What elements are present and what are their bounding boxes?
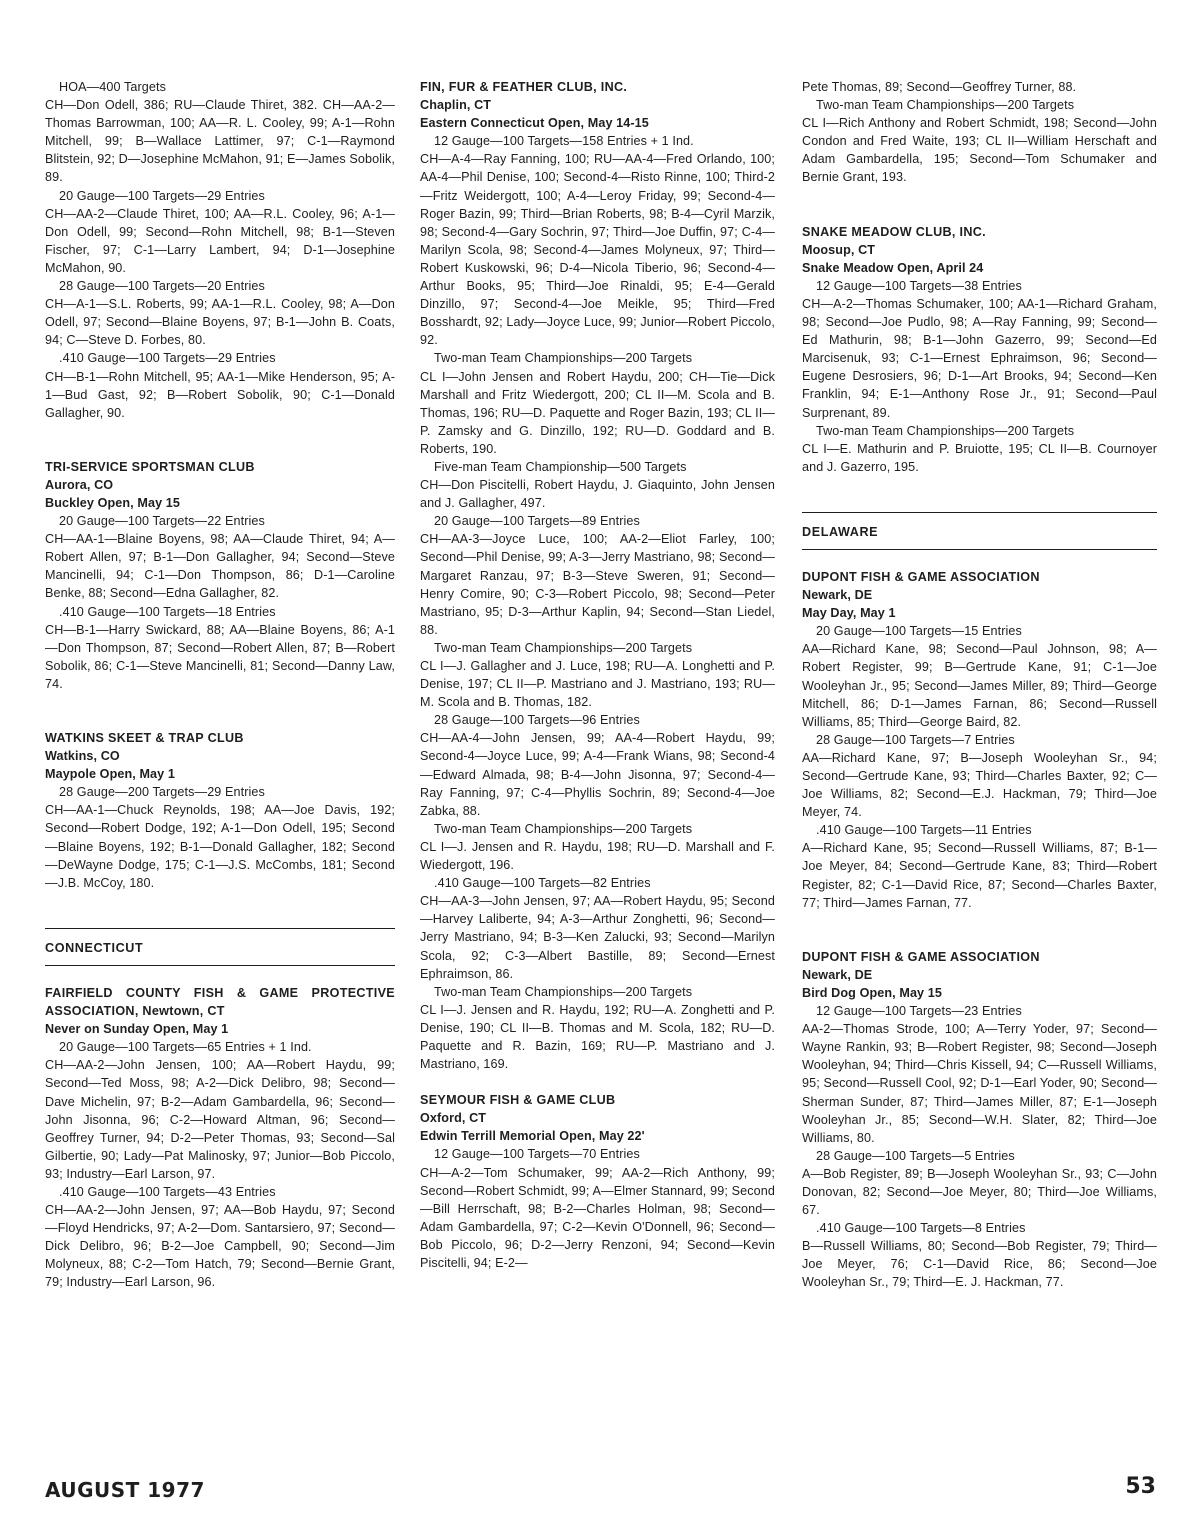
event-title: Eastern Connecticut Open, May 14-15 (420, 116, 649, 131)
event-title: Snake Meadow Open, April 24 (802, 260, 984, 275)
column-1 (45, 78, 395, 1292)
gauge-410-heading: .410 Gauge—100 Targets—11 Entries (816, 823, 1032, 838)
gauge-20-heading: 20 Gauge—100 Targets—89 Entries (434, 514, 640, 529)
club-location: Aurora, CO (45, 477, 114, 492)
gauge-20-heading: 20 Gauge—100 Targets—22 Entries (59, 514, 265, 529)
team-results: CL I—Rich Anthony and Robert Schmidt, 198; Second—John Condon and Fred Waite, 193; CL II—William Herschaft and Adam Gambardella, 195; Second—Tom Schumaker and Bernie Grant, 193. (802, 116, 1157, 185)
team-results: CL I—John Jensen and Robert Haydu, 200; CH—Tie—Dick Marshall and Fritz Wiedergott, 200; CL II—M. Scola and B. Thomas, 196; RU—D. Paquette and Roger Bazin, 193; CL II—P. Zamsky and G. Dinzillo, 192; RU—D. Goddard and B. Roberts, 190. (420, 369, 775, 456)
gauge-410-results: A—Richard Kane, 95; Second—Russell Williams, 87; B-1—Joe Meyer, 84; Second—Gertrude Kane, 83; Third—Robert Register, 82; C-1—David Rice, 87; Second—Charles Baxter, 77; Third—James Farnan, 77. (802, 841, 1157, 910)
event-title: Never on Sunday Open, May 1 (45, 1022, 229, 1037)
club-name: SNAKE MEADOW CLUB, INC. (802, 224, 986, 239)
event-title: Edwin Terrill Memorial Open, May 22' (420, 1129, 645, 1144)
gauge-410-results: B—Russell Williams, 80; Second—Bob Register, 79; Third—Joe Meyer, 76; C-1—David Rice, 86; Second—Joe Wooleyhan Sr., 79; Third—E. J. Hackman, 77. (802, 1239, 1157, 1290)
team-heading: Two-man Team Championships—200 Targets (434, 351, 693, 366)
gauge-12-results: CH—A-2—Tom Schumaker, 99; AA-2—Rich Anthony, 99; Second—Robert Schmidt, 99; A—Elmer Stannard, 99; Second—Bill Herrschaft, 98; B-2—Charles Holman, 98; Second—Adam Gambardella, 97; C-2—Kevin O'Donnell, 96; Second—Bob Piccolo, 96; D-2—Jerry Renzoni, 94; Second—Kevin Piscitelli, 94; E-2— (420, 1165, 775, 1270)
gauge-20-results: CH—AA-2—John Jensen, 100; AA—Robert Haydu, 99; Second—Ted Moss, 98; A-2—Dick Delibro, 98; Second—Dave Michelin, 97; B-2—Adam Gambardella, 96; Second—John Jisonna, 96; C-2—Howard Altman, 96; Second—Geoffrey Turner, 94; D-2—Peter Thomas, 93; Second—Sal Gilbertie, 90; Lady—Pat Malinosky, 97; Junior—Bob Piccolo, 93; Industry—Earl Larson, 97. (45, 1058, 395, 1181)
gauge-20-heading: 20 Gauge—100 Targets—15 Entries (816, 624, 1022, 639)
gauge-410-results: CH—AA-3—John Jensen, 97; AA—Robert Haydu, 95; Second—Harvey Laliberte, 94; A-3—Arthur Zonghetti, 96; Second—Jerry Mastriano, 94; B-3—Ken Zalucki, 93; Second—Marilyn Scola, 92; C-3—Albert Bastille, 89; Second—Ernest Ephraimson, 86. (420, 894, 775, 981)
event-title: Maypole Open, May 1 (45, 767, 175, 782)
team-results: CL I—E. Mathurin and P. Bruiotte, 195; CL II—B. Cournoyer and J. Gazerro, 195. (802, 441, 1157, 474)
team-heading: Two-man Team Championships—200 Targets (816, 423, 1075, 438)
gauge-12-results: AA-2—Thomas Strode, 100; A—Terry Yoder, 97; Second—Wayne Rankin, 93; B—Robert Register, 98; Second—Joseph Wooleyhan, 94; Third—Chris Kissell, 94; C—Russell Williams, 95; Second—Russell Cool, 92; D-1—Earl Yoder, 90; Second—Sherman Sunder, 87; Third—James Miller, 87; E-1—Joseph Wooleyhan Jr., 85; Second—W.H. Slater, 82; Third—Joe Williams, 80. (802, 1022, 1157, 1145)
gauge-12-heading: 12 Gauge—100 Targets—23 Entries (816, 1004, 1022, 1019)
club-location: Oxford, CT (420, 1111, 487, 1126)
gauge-20-results: AA—Richard Kane, 98; Second—Paul Johnson, 98; A—Robert Register, 99; B—Gertrude Kane, 91; C-1—Joe Wooleyhan Jr., 95; Second—James Miller, 89; Third—George Mitchell, 86; D-1—James Farnan, 86; Second—Russell Williams, 85; Third—George Baird, 82. (802, 642, 1157, 729)
gauge-12-results: CH—A-4—Ray Fanning, 100; RU—AA-4—Fred Orlando, 100; AA-4—Phil Denise, 100; Second-4—Risto Rinne, 100; Third-2—Fritz Weidergott, 100; A-4—Leroy Friday, 99; Second-4—Roger Bazin, 99; Third—Brian Roberts, 98; B-4—Cyril Marzik, 98; Second-4—Gary Sochrin, 97; Third—Joe Duffin, 97; C-4—Marilyn Scola, 98; Second-4—James Molyneux, 97; Third—Robert Kuskowski, 96; D-4—Nicola Tiberio, 96; Second-4—Arthur Books, 95; Third—Joe Rinaldi, 95; E-4—Gerald Dinzillo, 97; Second-4—Joe Meikle, 95; Third—Fred Bosshardt, 92; Lady—Joyce Luce, 99; Junior—Robert Piccolo, 92. (420, 152, 775, 348)
hoa-results: CH—Don Odell, 386; RU—Claude Thiret, 382. CH—AA-2—Thomas Barrowman, 100; AA—R. L. Cooley, 99; A-1—Rohn Mitchell, 99; B—Wallace Lattimer, 97; C-1—Raymond Blitstein, 92; D—Josephine McMahon, 91; E—James Sobolik, 89. (45, 98, 395, 185)
team-heading: Two-man Team Championships—200 Targets (434, 984, 693, 999)
club-location: Moosup, CT (802, 242, 876, 257)
club-name: WATKINS SKEET & TRAP CLUB (45, 731, 244, 745)
gauge-410-heading: .410 Gauge—100 Targets—8 Entries (816, 1221, 1026, 1236)
gauge-28-results: AA—Richard Kane, 97; B—Joseph Wooleyhan Sr., 94; Second—Gertrude Kane, 93; Third—Charles Baxter, 92; C—Joe Williams, 82; Second—E.J. Hackman, 79; Third—Joe Meyer, 74. (802, 750, 1157, 820)
gauge-410-heading: .410 Gauge—100 Targets—18 Entries (59, 604, 276, 619)
page-number: 53 (1125, 1474, 1156, 1499)
club-name: TRI-SERVICE SPORTSMAN CLUB (45, 459, 255, 474)
club-location: Newark, DE (802, 967, 873, 982)
gauge-12-heading: 12 Gauge—100 Targets—158 Entries + 1 Ind. (434, 134, 694, 149)
gauge-410-results: CH—B-1—Harry Swickard, 88; AA—Blaine Boyens, 86; A-1—Don Thompson, 87; Second—Robert Allen, 87; B—Robert Sobolik, 86; C-1—Steve Mancinelli, 81; Second—Danny Law, 74. (45, 622, 395, 691)
gauge-20-heading: 20 Gauge—100 Targets—29 Entries (59, 188, 265, 203)
event-title: May Day, May 1 (802, 606, 896, 621)
team-results: CL I—J. Jensen and R. Haydu, 192; RU—A. Zonghetti and P. Denise, 190; CL II—B. Thomas and M. Scola, 182; RU—D. Paquette and R. Bazin, 169; RU—P. Mastriano and J. Mastriano, 169. (420, 1002, 775, 1072)
gauge-28-results: CH—AA-1—Chuck Reynolds, 198; AA—Joe Davis, 192; Second—Robert Dodge, 192; A-1—Don Odell, 195; Second—Blaine Boyens, 192; B-1—Donald Gallagher, 182; Second—DeWayne Dodge, 175; C-1—J.S. McCombs, 181; Second—J.B. McCoy, 180. (45, 803, 395, 890)
gauge-28-results: A—Bob Register, 89; B—Joseph Wooleyhan Sr., 93; C—John Donovan, 82; Second—Joe Meyer, 80; Third—Joe Williams, 67. (802, 1166, 1157, 1218)
club-name: DUPONT FISH & GAME ASSOCIATION (802, 949, 1040, 964)
gauge-28-results: CH—A-1—S.L. Roberts, 99; AA-1—R.L. Cooley, 98; A—Don Odell, 97; Second—Blaine Boyens, 97; B-1—John B. Coats, 94; C—Steve D. Forbes, 80. (45, 297, 395, 348)
gauge-28-heading: 28 Gauge—100 Targets—96 Entries (434, 713, 640, 728)
club-name: FIN, FUR & FEATHER CLUB, INC. (420, 80, 628, 94)
gauge-410-heading: .410 Gauge—100 Targets—43 Entries (59, 1184, 276, 1199)
gauge-12-heading: 12 Gauge—100 Targets—38 Entries (816, 278, 1022, 293)
club-location: Newark, DE (802, 588, 873, 603)
club-name: DUPONT FISH & GAME ASSOCIATION (802, 569, 1040, 584)
issue-date: AUGUST 1977 (45, 1478, 205, 1502)
state-heading-connecticut: CONNECTICUT (45, 928, 395, 966)
gauge-20-results: CH—AA-1—Blaine Boyens, 98; AA—Claude Thiret, 94; A—Robert Allen, 97; B-1—Don Gallagher, 94; Second—Steve Mancinelli, 94; C-1—Don Thompson, 86; D-1—Caroline Benke, 88; Second—Edna Gallagher, 82. (45, 532, 395, 601)
club-name: SEYMOUR FISH & GAME CLUB (420, 1093, 616, 1108)
team-heading: Two-man Team Championships—200 Targets (434, 640, 693, 655)
gauge-28-heading: 28 Gauge—100 Targets—7 Entries (816, 732, 1015, 747)
team-results: CL I—J. Gallagher and J. Luce, 198; RU—A. Longhetti and P. Denise, 197; CL II—P. Mastriano and J. Mastriano, 193; RU—M. Scola and B. Thomas, 182. (420, 659, 775, 710)
gauge-410-results: CH—AA-2—John Jensen, 97; AA—Bob Haydu, 97; Second—Floyd Hendricks, 97; A-2—Dom. Santarsiero, 97; Second—Dick Delibro, 96; B-2—Joe Campbell, 90; Second—Jim Molyneux, 88; C-2—Tom Hatch, 79; Second—Bernie Grant, 79; Industry—Earl Larson, 96. (45, 1203, 395, 1290)
five-man-team-results: CH—Don Piscitelli, Robert Haydu, J. Giaquinto, John Jensen and J. Gallagher, 497. (420, 478, 775, 511)
gauge-12-results: CH—A-2—Thomas Schumaker, 100; AA-1—Richard Graham, 98; Second—Joe Pudlo, 98; A—Ray Fanning, 99; Second—Ed Mathurin, 98; B-1—John Gazerro, 99; Second—Ed Marcisenuk, 93; C-1—Ernest Ephraimson, 96; Second—Eugene Desrosiers, 96; D-1—Art Brooks, 94; Second—Ken Franklin, 94; E-1—Anthony Rose Jr., 91; Second—Paul Surprenant, 89. (802, 296, 1157, 420)
gauge-20-heading: 20 Gauge—100 Targets—65 Entries + 1 Ind. (59, 1040, 312, 1055)
team-heading: Two-man Team Championships—200 Targets (434, 821, 693, 836)
hoa-heading: HOA—400 Targets (59, 80, 166, 94)
club-location: Chaplin, CT (420, 98, 492, 113)
gauge-410-results: CH—B-1—Rohn Mitchell, 95; AA-1—Mike Henderson, 95; A-1—Bud Gast, 92; B—Robert Sobolik, 90; C-1—Donald Gallagher, 90. (45, 369, 395, 420)
event-title: Buckley Open, May 15 (45, 495, 180, 510)
five-man-team-heading: Five-man Team Championship—500 Targets (434, 459, 687, 474)
event-title: Bird Dog Open, May 15 (802, 985, 942, 1000)
club-name: FAIRFIELD COUNTY FISH & GAME PROTECTIVE ASSOCIATION, Newtown, CT (45, 985, 395, 1019)
club-location: Watkins, CO (45, 749, 120, 764)
gauge-28-heading: 28 Gauge—100 Targets—5 Entries (816, 1148, 1015, 1163)
team-heading: Two-man Team Championships—200 Targets (816, 98, 1075, 113)
gauge-410-heading: .410 Gauge—100 Targets—82 Entries (434, 876, 651, 891)
column-3 (802, 78, 1157, 1292)
continued-results: Pete Thomas, 89; Second—Geoffrey Turner, 88. (802, 80, 1077, 94)
gauge-20-results: CH—AA-3—Joyce Luce, 100; AA-2—Eliot Farley, 100; Second—Phil Denise, 99; A-3—Jerry Mastriano, 98; Second—Margaret Ranzau, 97; B-3—Steve Sweren, 91; Second—Henry Comire, 90; C-3—Robert Piccolo, 98; Second—Peter Mastriano, 95; D-3—Arthur Kaplin, 94; Second—Stan Liedel, 88. (420, 532, 775, 637)
gauge-12-heading: 12 Gauge—100 Targets—70 Entries (434, 1147, 640, 1162)
gauge-28-heading: 28 Gauge—200 Targets—29 Entries (59, 785, 265, 800)
state-heading-delaware: DELAWARE (802, 512, 1157, 550)
gauge-28-heading: 28 Gauge—100 Targets—20 Entries (59, 279, 265, 294)
column-2 (420, 78, 775, 1272)
gauge-28-results: CH—AA-4—John Jensen, 99; AA-4—Robert Haydu, 99; Second-4—Joyce Luce, 99; A-4—Frank Wians, 98; Second-4—Edward Almada, 98; B-4—John Jisonna, 97; Second-4—Ray Fanning, 97; C-4—Phyllis Sochrin, 89; Second-4—Joe Zabka, 88. (420, 731, 775, 818)
gauge-20-results: CH—AA-2—Claude Thiret, 100; AA—R.L. Cooley, 96; A-1—Don Odell, 99; Second—Rohn Mitchell, 98; B-1—Steven Fischer, 97; C-1—Larry Lambert, 94; D-1—Josephine McMahon, 90. (45, 206, 395, 275)
team-results: CL I—J. Jensen and R. Haydu, 198; RU—D. Marshall and F. Wiedergott, 196. (420, 839, 775, 873)
gauge-410-heading: .410 Gauge—100 Targets—29 Entries (59, 351, 276, 366)
